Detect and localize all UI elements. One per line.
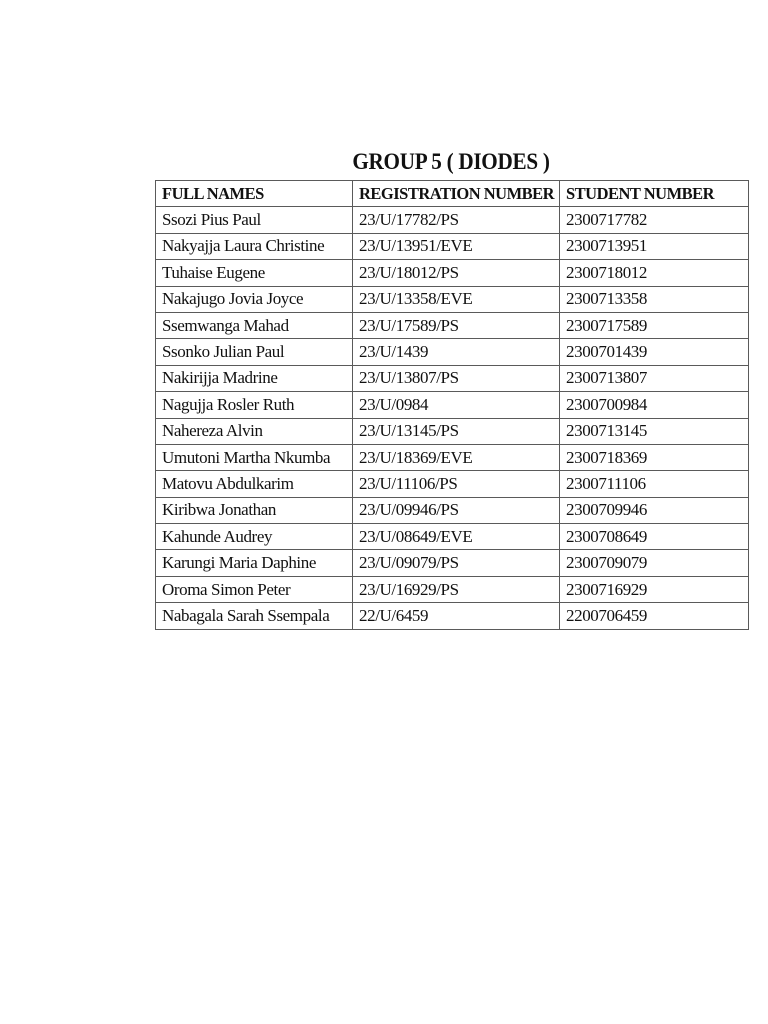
cell-student-number: 2300716929 (560, 576, 749, 602)
cell-full-name: Nabagala Sarah Ssempala (156, 603, 353, 629)
header-registration-number: REGISTRATION NUMBER (353, 181, 560, 207)
table-row (156, 550, 749, 576)
cell-student-number: 2300709079 (560, 550, 749, 576)
cell-student-number: 2300708649 (560, 524, 749, 550)
cell-registration-number: 23/U/08649/EVE (353, 524, 560, 550)
cell-registration-number: 23/U/16929/PS (353, 576, 560, 602)
cell-registration-number: 23/U/17589/PS (353, 312, 560, 338)
cell-full-name: Nakirijja Madrine (156, 365, 353, 391)
table-row (156, 286, 749, 312)
cell-full-name: Ssonko Julian Paul (156, 339, 353, 365)
cell-registration-number: 23/U/0984 (353, 392, 560, 418)
cell-student-number: 2300713807 (560, 365, 749, 391)
table-row (156, 603, 749, 629)
cell-student-number: 2300709946 (560, 497, 749, 523)
cell-full-name: Ssemwanga Mahad (156, 312, 353, 338)
table-row (156, 497, 749, 523)
cell-full-name: Kahunde Audrey (156, 524, 353, 550)
table-row (156, 524, 749, 550)
table-row (156, 418, 749, 444)
cell-full-name: Oroma Simon Peter (156, 576, 353, 602)
cell-full-name: Nagujja Rosler Ruth (156, 392, 353, 418)
cell-registration-number: 23/U/13145/PS (353, 418, 560, 444)
cell-full-name: Ssozi Pius Paul (156, 207, 353, 233)
table-row (156, 312, 749, 338)
cell-full-name: Nahereza Alvin (156, 418, 353, 444)
cell-registration-number: 23/U/18369/EVE (353, 444, 560, 470)
table-row (156, 207, 749, 233)
cell-student-number: 2300718369 (560, 444, 749, 470)
cell-student-number: 2300711106 (560, 471, 749, 497)
table-row (156, 339, 749, 365)
header-student-number: STUDENT NUMBER (560, 181, 749, 207)
cell-student-number: 2300713358 (560, 286, 749, 312)
cell-registration-number: 23/U/09079/PS (353, 550, 560, 576)
table-row (156, 444, 749, 470)
cell-registration-number: 23/U/18012/PS (353, 260, 560, 286)
table-row (156, 365, 749, 391)
cell-registration-number: 23/U/13358/EVE (353, 286, 560, 312)
cell-full-name: Matovu Abdulkarim (156, 471, 353, 497)
cell-student-number: 2300701439 (560, 339, 749, 365)
cell-student-number: 2300713145 (560, 418, 749, 444)
cell-student-number: 2300717589 (560, 312, 749, 338)
cell-full-name: Nakajugo Jovia Joyce (156, 286, 353, 312)
cell-registration-number: 22/U/6459 (353, 603, 560, 629)
cell-student-number: 2300718012 (560, 260, 749, 286)
table-row (156, 233, 749, 259)
header-full-names: FULL NAMES (156, 181, 353, 207)
cell-student-number: 2300713951 (560, 233, 749, 259)
cell-student-number: 2300700984 (560, 392, 749, 418)
cell-registration-number: 23/U/11106/PS (353, 471, 560, 497)
cell-student-number: 2200706459 (560, 603, 749, 629)
cell-full-name: Kiribwa Jonathan (156, 497, 353, 523)
cell-registration-number: 23/U/17782/PS (353, 207, 560, 233)
cell-registration-number: 23/U/13807/PS (353, 365, 560, 391)
table-row (156, 260, 749, 286)
cell-full-name: Tuhaise Eugene (156, 260, 353, 286)
cell-student-number: 2300717782 (560, 207, 749, 233)
table-header-row (156, 181, 749, 207)
table-row (156, 392, 749, 418)
document-title: GROUP 5 ( DIODES ) (352, 149, 550, 174)
table-row (156, 576, 749, 602)
group-members-table (155, 180, 749, 630)
cell-registration-number: 23/U/13951/EVE (353, 233, 560, 259)
cell-full-name: Karungi Maria Daphine (156, 550, 353, 576)
cell-registration-number: 23/U/09946/PS (353, 497, 560, 523)
table-row (156, 471, 749, 497)
cell-full-name: Nakyajja Laura Christine (156, 233, 353, 259)
cell-full-name: Umutoni Martha Nkumba (156, 444, 353, 470)
cell-registration-number: 23/U/1439 (353, 339, 560, 365)
